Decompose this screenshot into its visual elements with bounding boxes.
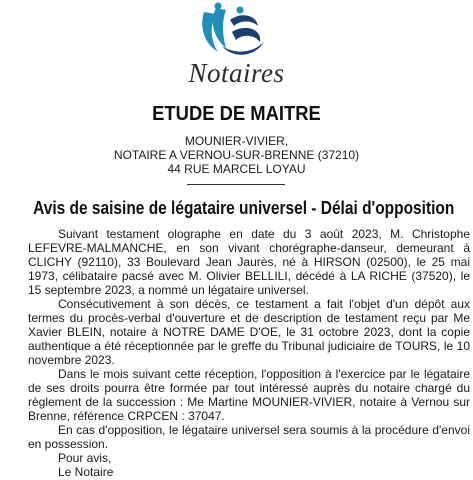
address-line: NOTAIRE A VERNOU-SUR-BRENNE (37210)	[113, 148, 360, 162]
divider	[187, 184, 285, 185]
office-title: ETUDE DE MAITRE	[152, 103, 321, 125]
notaires-logo	[0, 0, 473, 96]
notice-paragraph: Consécutivement à son décès, ce testament a fait l'objet d'un dépôt aux termes du procès-verbal d'ouverture et de description de testament reçu par Me Xavier BLEIN, notaire à NOTRE DAME D'OE, le 31 octobre 2023, dont la copie authentique a été réceptionnée par le greffe du Tribunal judiciaire de TOURS, le 10 novembre 2023.	[28, 297, 470, 367]
address-line: 44 RUE MARCEL LOYAU	[167, 162, 306, 176]
notice-paragraph: Suivant testament olographe en date du 3 août 2023, M. Christophe LEFEVRE-MALMANCHE, en son vivant chorégraphe-danseur, demeurant à CLICHY (92110), 33 Boulevard Jean Jaurès, né à HIRSON (02500), le 25 mai 1973, célibataire pacsé avec M. Olivier BELLILI, décédé à LA RICHE (37520), le 15 septembre 2023, a nommé un légataire universel.	[28, 227, 470, 297]
signature-line: Le Notaire	[58, 465, 114, 479]
logo-wordmark: Notaires	[188, 58, 285, 88]
notice-body	[28, 227, 470, 479]
notice-title: Avis de saisine de légataire universel - Délai d'opposition	[33, 198, 455, 218]
address-line: MOUNIER-VIVIER,	[184, 134, 289, 148]
closing-line: Pour avis,	[58, 451, 112, 465]
notaires-emblem-icon	[196, 2, 276, 60]
notice-paragraph: Dans le mois suivant cette réception, l'opposition à l'exercice par le légataire de ses droits pourra être formée par tout intéressé auprès du notaire chargé du règlement de la succession : Me Martine MOUNIER-VIVIER, notaire à Vernou sur Brenne, référence CRPCEN : 37047.	[28, 367, 470, 423]
notice-paragraph: En cas d'opposition, le légataire universel sera soumis à la procédure d'envoi en possession.	[28, 423, 470, 451]
